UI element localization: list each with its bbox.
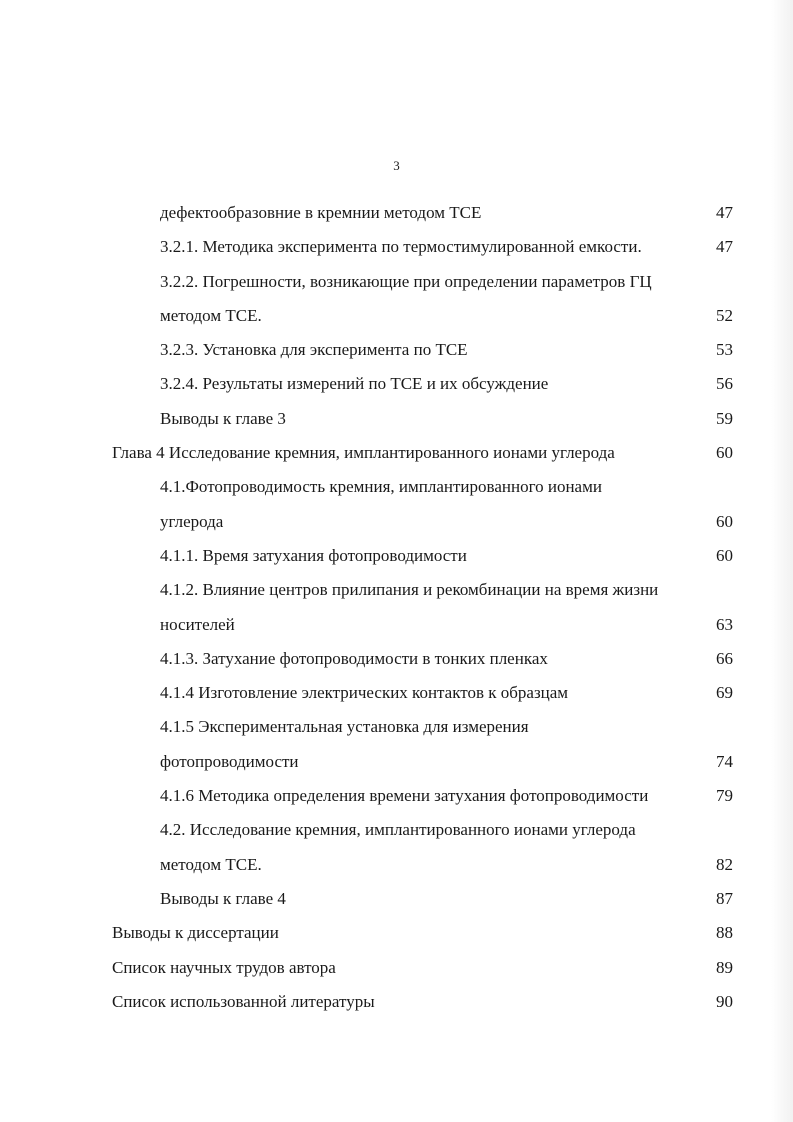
toc-entry — [0, 436, 793, 470]
toc-entry — [0, 813, 793, 847]
toc-entry-title: 4.1.2. Влияние центров прилипания и рекомбинации на время жизни — [160, 580, 659, 600]
toc-entry — [0, 916, 793, 950]
toc-entry-title: методом ТСЕ. — [160, 854, 262, 874]
toc-entry-page: 74 — [716, 751, 733, 771]
toc-entry-title: 3.2.1. Методика эксперимента по термостимулированной емкости. — [160, 237, 642, 257]
toc-entry-page: 60 — [716, 545, 733, 565]
toc-entry — [0, 710, 793, 744]
toc-entry — [0, 299, 793, 333]
toc-entry-title: дефектообразовние в кремнии методом ТСЕ — [160, 203, 482, 222]
toc-entry-title: Глава 4 Исследование кремния, имплантированного ионами углерода — [112, 443, 615, 463]
toc-entry-page: 63 — [716, 614, 733, 634]
toc-entry — [0, 573, 793, 607]
toc-entry-page: 47 — [716, 203, 733, 222]
scan-shadow-edge — [771, 0, 793, 1122]
toc-entry — [0, 951, 793, 985]
toc-entry-title: углерода — [160, 511, 224, 531]
toc-entry — [0, 505, 793, 539]
toc-entry-title: 3.2.2. Погрешности, возникающие при определении параметров ГЦ — [160, 271, 652, 291]
toc-entry — [0, 539, 793, 573]
toc-entry — [0, 882, 793, 916]
toc-entry-page: 59 — [716, 408, 733, 428]
toc-entry-title: 4.1.Фотопроводимость кремния, имплантированного ионами — [160, 477, 602, 497]
toc-entry-page: 53 — [716, 340, 733, 360]
toc-entry-page: 56 — [716, 374, 733, 394]
toc-entry-title: 4.2. Исследование кремния, имплантированного ионами углерода — [160, 820, 636, 840]
toc-entry-page: 60 — [716, 443, 733, 463]
toc-entry — [0, 333, 793, 367]
toc-entry-title: Список использованной литературы — [112, 991, 375, 1011]
toc-entry — [0, 367, 793, 401]
toc-entry-title: Выводы к диссертации — [112, 923, 279, 943]
toc-entry-title: фотопроводимости — [160, 751, 299, 771]
toc-entry-title: методом ТСЕ. — [160, 305, 262, 325]
toc-entry-title: 4.1.1. Время затухания фотопроводимости — [160, 545, 467, 565]
toc-entry — [0, 230, 793, 264]
toc-entry-page: 60 — [716, 511, 733, 531]
toc-entry-page: 90 — [716, 991, 733, 1011]
page-number: 3 — [393, 158, 400, 173]
toc-entry — [0, 402, 793, 436]
toc-entry — [0, 642, 793, 676]
table-of-contents — [0, 196, 793, 1019]
toc-entry-title: 4.1.4 Изготовление электрических контактов к образцам — [160, 683, 569, 703]
toc-entry — [0, 985, 793, 1019]
toc-entry — [0, 779, 793, 813]
toc-entry-title: Список научных трудов автора — [112, 957, 336, 977]
toc-entry — [0, 470, 793, 504]
toc-entry-page: 69 — [716, 683, 733, 703]
toc-entry-page: 47 — [716, 237, 733, 257]
toc-entry — [0, 745, 793, 779]
toc-entry-title: 3.2.4. Результаты измерений по ТСЕ и их обсуждение — [160, 374, 549, 394]
toc-entry-page: 82 — [716, 854, 733, 874]
toc-entry-title: 3.2.3. Установка для эксперимента по ТСЕ — [160, 340, 468, 360]
toc-entry-title: 4.1.3. Затухание фотопроводимости в тонких пленках — [160, 648, 548, 668]
toc-entry — [0, 196, 793, 230]
toc-entry — [0, 676, 793, 710]
toc-entry-page: 79 — [716, 786, 733, 806]
toc-entry — [0, 848, 793, 882]
toc-entry-page: 87 — [716, 888, 733, 908]
toc-entry-page: 89 — [716, 957, 733, 977]
toc-entry-page: 52 — [716, 305, 733, 325]
toc-entry-page: 66 — [716, 648, 733, 668]
toc-entry-title: носителей — [160, 614, 235, 634]
toc-entry-title: Выводы к главе 4 — [160, 888, 286, 908]
toc-entry — [0, 608, 793, 642]
toc-entry-page: 88 — [716, 923, 733, 943]
toc-entry-title: 4.1.5 Экспериментальная установка для измерения — [160, 717, 529, 737]
toc-entry-title: 4.1.6 Методика определения времени затухания фотопроводимости — [160, 786, 649, 806]
toc-entry — [0, 265, 793, 299]
toc-entry-title: Выводы к главе 3 — [160, 408, 286, 428]
